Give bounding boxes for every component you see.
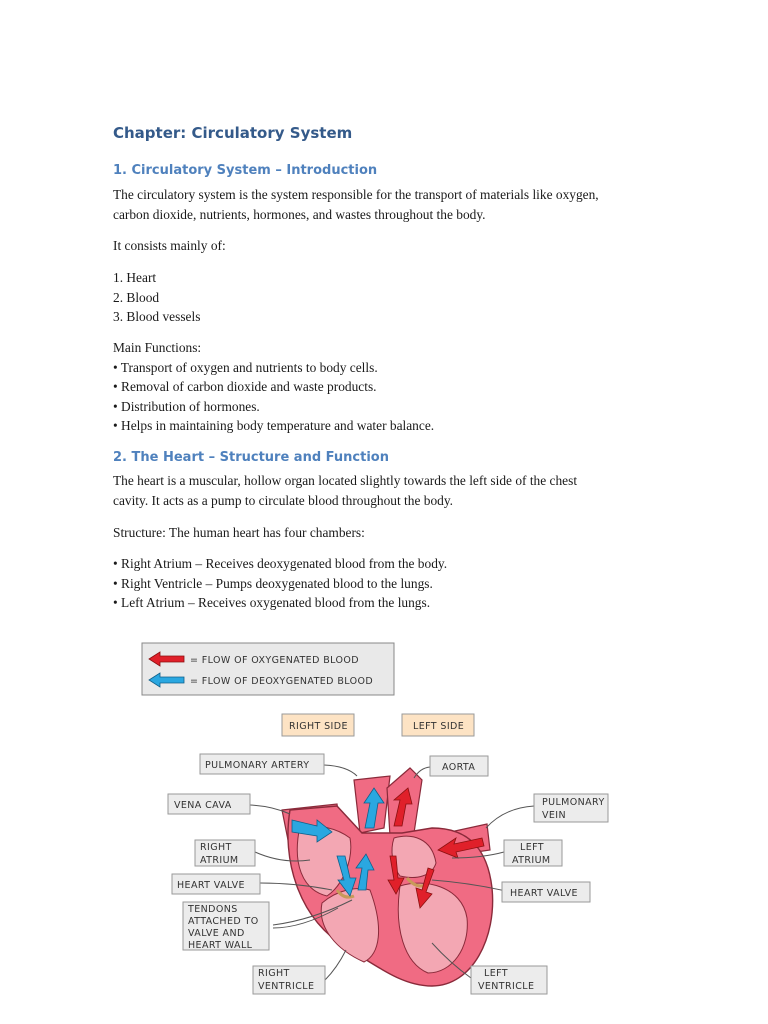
list-item: • Helps in maintaining body temperature and water balance. — [113, 418, 435, 433]
label-heart-valve-left — [502, 882, 590, 902]
chapter-title: Chapter: Circulatory System — [113, 124, 353, 142]
label-heart-valve-right — [172, 874, 260, 894]
svg-text:LEFT: LEFT — [520, 842, 544, 853]
svg-text:RIGHT: RIGHT — [258, 968, 290, 979]
functions-block — [113, 338, 658, 436]
svg-text:PULMONARY: PULMONARY — [542, 797, 605, 808]
svg-text:RIGHT: RIGHT — [200, 842, 232, 853]
text-line: carbon dioxide, nutrients, hormones, and wastes throughout the body. — [113, 206, 486, 222]
functions-heading: Main Functions: — [113, 340, 202, 355]
svg-text:ATRIUM: ATRIUM — [200, 855, 239, 866]
list-item: • Transport of oxygen and nutrients to body cells. — [113, 359, 378, 375]
heart-illustration — [282, 768, 493, 986]
list-item: • Distribution of hormones. — [113, 398, 260, 414]
label-pulmonary-vein — [534, 794, 608, 822]
text-line: The heart is a muscular, hollow organ located slightly towards the left side of the chest — [113, 473, 578, 488]
svg-text:VEIN: VEIN — [542, 810, 567, 821]
svg-text:AORTA: AORTA — [442, 762, 476, 773]
legend — [142, 643, 394, 695]
svg-text:VENTRICLE: VENTRICLE — [478, 981, 535, 992]
heart-diagram-svg — [132, 628, 612, 1002]
label-left-ventricle — [471, 966, 547, 994]
svg-text:HEART VALVE: HEART VALVE — [177, 880, 245, 891]
label-right-ventricle — [253, 966, 325, 994]
list-item: 2. Blood — [113, 289, 160, 305]
legend-oxygenated: = FLOW OF OXYGENATED BLOOD — [190, 655, 359, 666]
label-pulmonary-artery — [200, 754, 324, 774]
svg-text:VENTRICLE: VENTRICLE — [258, 981, 315, 992]
components-list — [113, 268, 658, 327]
svg-text:VALVE AND: VALVE AND — [188, 928, 245, 939]
section2-intro — [113, 471, 658, 510]
list-item: • Left Atrium – Receives oxygenated blood from the lungs. — [113, 595, 431, 610]
list-item: 1. Heart — [113, 270, 157, 285]
svg-text:ATRIUM: ATRIUM — [512, 855, 551, 866]
svg-text:LEFT: LEFT — [484, 968, 508, 979]
label-vena-cava — [168, 794, 250, 814]
structure-intro: Structure: The human heart has four chambers: — [113, 525, 365, 540]
legend-deoxygenated: = FLOW OF DEOXYGENATED BLOOD — [190, 676, 374, 687]
text-line: cavity. It acts as a pump to circulate blood throughout the body. — [113, 492, 454, 508]
heart-diagram — [132, 628, 612, 1002]
svg-text:ATTACHED TO: ATTACHED TO — [188, 916, 259, 927]
consists-intro: It consists mainly of: — [113, 238, 226, 253]
label-left-atrium — [504, 840, 562, 866]
list-item: 3. Blood vessels — [113, 309, 201, 324]
svg-text:VENA CAVA: VENA CAVA — [174, 800, 232, 811]
list-item: • Right Ventricle – Pumps deoxygenated blood to the lungs. — [113, 575, 433, 591]
section1-heading: 1. Circulatory System – Introduction — [113, 163, 378, 178]
label-right-atrium — [195, 840, 255, 866]
svg-text:TENDONS: TENDONS — [188, 904, 238, 915]
list-item: • Right Atrium – Receives deoxygenated blood from the body. — [113, 556, 448, 571]
label-aorta — [430, 756, 488, 776]
chambers-list — [113, 554, 658, 613]
list-item: • Removal of carbon dioxide and waste products. — [113, 379, 377, 394]
svg-text:HEART VALVE: HEART VALVE — [510, 888, 578, 899]
right-side-label: RIGHT SIDE — [289, 721, 348, 732]
svg-text:PULMONARY ARTERY: PULMONARY ARTERY — [205, 760, 310, 771]
text-line: The circulatory system is the system responsible for the transport of materials like oxygen, — [113, 187, 599, 202]
section1-intro — [113, 185, 658, 224]
svg-text:HEART WALL: HEART WALL — [188, 940, 253, 951]
label-tendons — [183, 902, 269, 951]
left-side-label: LEFT SIDE — [413, 721, 465, 732]
section2-heading: 2. The Heart – Structure and Function — [113, 450, 389, 465]
